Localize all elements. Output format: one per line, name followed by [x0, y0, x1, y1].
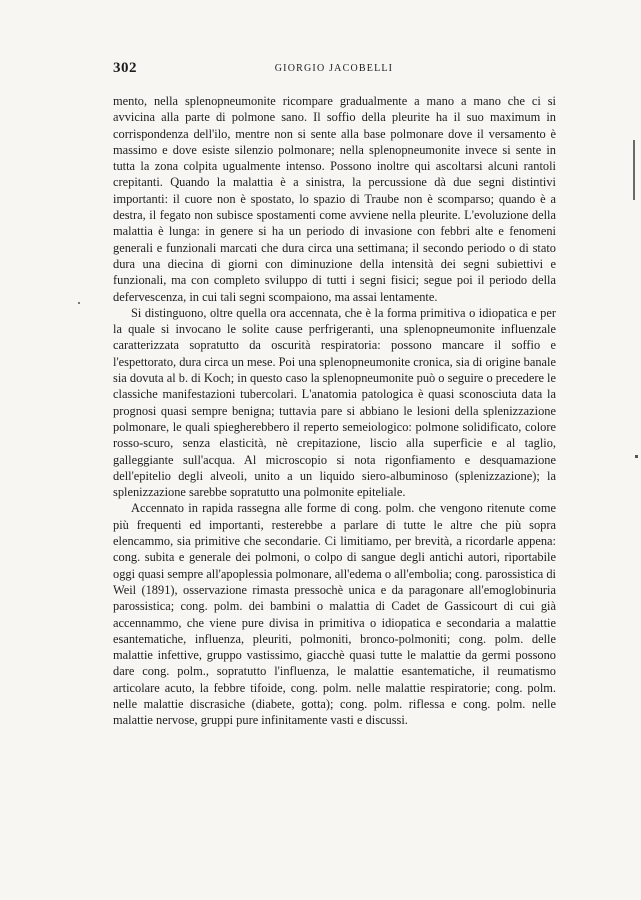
- scan-edge-mark: [633, 140, 635, 200]
- page-number: 302: [113, 60, 137, 76]
- body-text: [113, 93, 556, 729]
- paragraph-other-congestions: Accennato in rapida rassegna alle forme di cong. polm. che vengono ritenute come più frequenti ed importanti, resterebbe a parlare di tutte le altre che più sopra elencammo, sia primitive che secondarie. Ci limitiamo, per brevità, a ricordarle appena: cong. subita e generale dei polmoni, o colpo di sangue degli antichi autori, riportabile oggi quasi sempre all'apoplessia polmonare, all'edema o all'embolia; cong. parossistica di Weil (1891), osservazione rimasta pressochè unica e da paragonare all'emoglobinuria parossistica; cong. polm. dei bambini o malattia di Cadet de Gassicourt di cui già accennammo, che viene pure divisa in primitiva o idiopatica e secondaria a malattie esantematiche, influenza, pleuriti, polmoniti, bronco-polmoniti; cong. polm. delle malattie infettive, gruppo vastissimo, giacchè quasi tutte le malattie da germi possono dare cong. polm., sopratutto l'influenza, le malattie esantematiche, il reumatismo articolare acuto, la febbre tifoide, cong. polm. nelle malattie respiratorie; cong. polm. nelle malattie discrasiche (diabete, gotta); cong. polm. riflessa e cong. polm. nelle malattie nervose, gruppi pure infinitamente vasti e discussi.: [113, 501, 557, 728]
- running-head-author: GIORGIO JACOBELLI: [274, 63, 394, 74]
- paragraph-splenopneumonite-forms: Si distinguono, oltre quella ora accennata, che è la forma primitiva o idiopatica e per la quale si invocano le solite cause perfrigeranti, una splenopneumonite influenzale caratterizzata sopratutto da oscurità respiratoria: possono mancare il soffio e l'espettorato, dura circa un mese. Poi una splenopneumonite cronica, sia di origine banale sia dovuta al b. di Koch; in questo caso la splenopneumonite può o seguire o precedere le classiche manifestazioni tubercolari. L'anatomia patologica è quasi sconosciuta data la prognosi quasi sempre benigna; tuttavia pare si abbiano le lesioni della splenizzazione polmonare, le quali spiegherebbero il reperto semeiologico: polmone solidificato, colore rosso-scuro, senza elasticità, nè crepitazione, liscio alla superficie e al taglio, galleggiante sull'acqua. Al microscopio si nota rigonfiamento e desquamazione dell'epitelio degli alveoli, unito a un liquido siero-albuminoso (splenizzazione); la splenizzazione sarebbe sopratutto una polmonite epiteliale.: [113, 305, 556, 500]
- scan-speck: [635, 455, 638, 458]
- paragraph-continuation: mento, nella splenopneumonite ricompare gradualmente a mano a mano che ci si avvicina alla parte di polmone sano. Il soffio della pleurite ha il suo maximum in corrispondenza dell'ilo, mentre non si sente alla base polmonare dove il versamento è massimo e dove esiste silenzio polmonare; nella splenopneumonite invece si sente in tutta la zona colpita ugualmente intenso. Possono inoltre qui ascoltarsi alcuni rantoli crepitanti. Quando la malattia è a sinistra, la percussione dà due segni distintivi importanti: il cuore non è spostato, lo spazio di Traube non è scomparso; quando è a destra, il fegato non subisce spostamenti come avviene nella pleurite. L'evoluzione della malattia è lunga: in genere si ha un periodo di invasione con febbri alte e fenomeni generali e funzionali marcati che dura circa una settimana; il secondo periodo o di stato dura una diecina di giorni con diminuzione della intensità dei segni subiettivi e funzionali, ma con completo sviluppo di tutti i segni fisici; segue poi il periodo della defervescenza, in cui tali segni scompaiono, ma assai lentamente.: [113, 94, 556, 304]
- page-header: [113, 60, 555, 80]
- scan-speck: [78, 302, 80, 304]
